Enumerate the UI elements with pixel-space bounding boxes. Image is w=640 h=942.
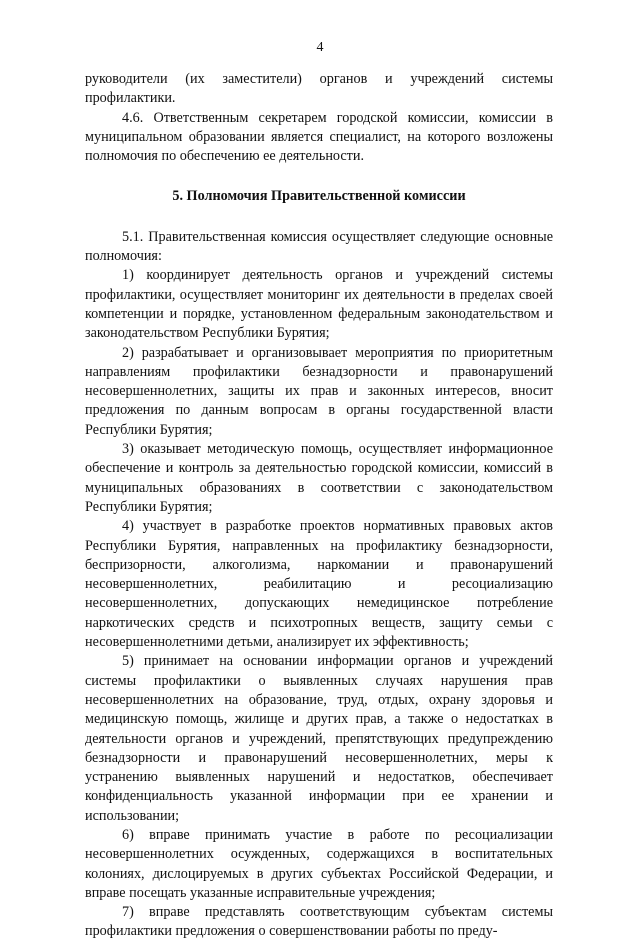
list-item: 3) оказывает методическую помощь, осуществляет информационное обеспечение и контроль за деятельностью городской комиссии, комиссий в муниципальных образованиях в соответствии с законодательством Республики Бурятия; — [85, 441, 553, 515]
list-item: 2) разрабатывает и организовывает мероприятия по приоритетным направлениям профилактики безнадзорности и правонарушений несовершеннолетних, защиты их прав и законных интересов, вносит предложения по данным вопросам в органы государственной власти Республики Бурятия; — [85, 344, 553, 438]
list-item: 1) координирует деятельность органов и учреждений системы профилактики, осуществляет мониторинг их деятельности в пределах своей компетенции и порядке, установленном федеральным законодательством и законодательством Республики Бурятия; — [85, 267, 553, 342]
list-item: 7) вправе представлять соответствующим субъектам системы профилактики предложения о совершенствовании работы по преду- — [85, 904, 553, 940]
list-item: 6) вправе принимать участие в работе по ресоциализации несовершеннолетних осужденных, содержащихся в воспитательных колониях, дислоцируемых в других субъектах Российской Федерации, и вправе посещать указанные исправительные учреждения; — [85, 826, 553, 901]
paragraph: 4.6. Ответственным секретарем городской комиссии, комиссии в муниципальном образовании является специалист, на которого возложены полномочия по обеспечению ее деятельности. — [85, 109, 553, 165]
paragraph: руководители (их заместители) органов и учреждений системы профилактики. — [85, 71, 553, 107]
paragraph: 5.1. Правительственная комиссия осуществляет следующие основные полномочия: — [85, 228, 553, 265]
section-heading: 5. Полномочия Правительственной комиссии — [172, 188, 466, 205]
document-body — [85, 70, 553, 942]
list-item: 5) принимает на основании информации органов и учреждений системы профилактики о выявленных случаях нарушения прав несовершеннолетних на образование, труд, отдых, охрану здоровья и медицинскую помощь, жилище и других прав, а также о недостатках в деятельности органов и учреждений, препятствующих предупреждению безнадзорности и правонарушений несовершеннолетних, меры к устранению выявленных нарушений и недостатков, обеспечивает конфиденциальность указанной информации при ее хранении и использовании; — [85, 653, 553, 824]
list-item: 4) участвует в разработке проектов нормативных правовых актов Республики Бурятия, направленных на профилактику безнадзорности, беспризорности, алкоголизма, наркомании и правонарушений несовершеннолетних, реабилитацию и ресоциализацию несовершеннолетних, допускающих немедицинское потребление наркотических средств и психотропных веществ, защиту семьи с несовершеннолетними детьми, анализирует их эффективность; — [85, 518, 553, 651]
page-number: 4 — [316, 40, 324, 55]
